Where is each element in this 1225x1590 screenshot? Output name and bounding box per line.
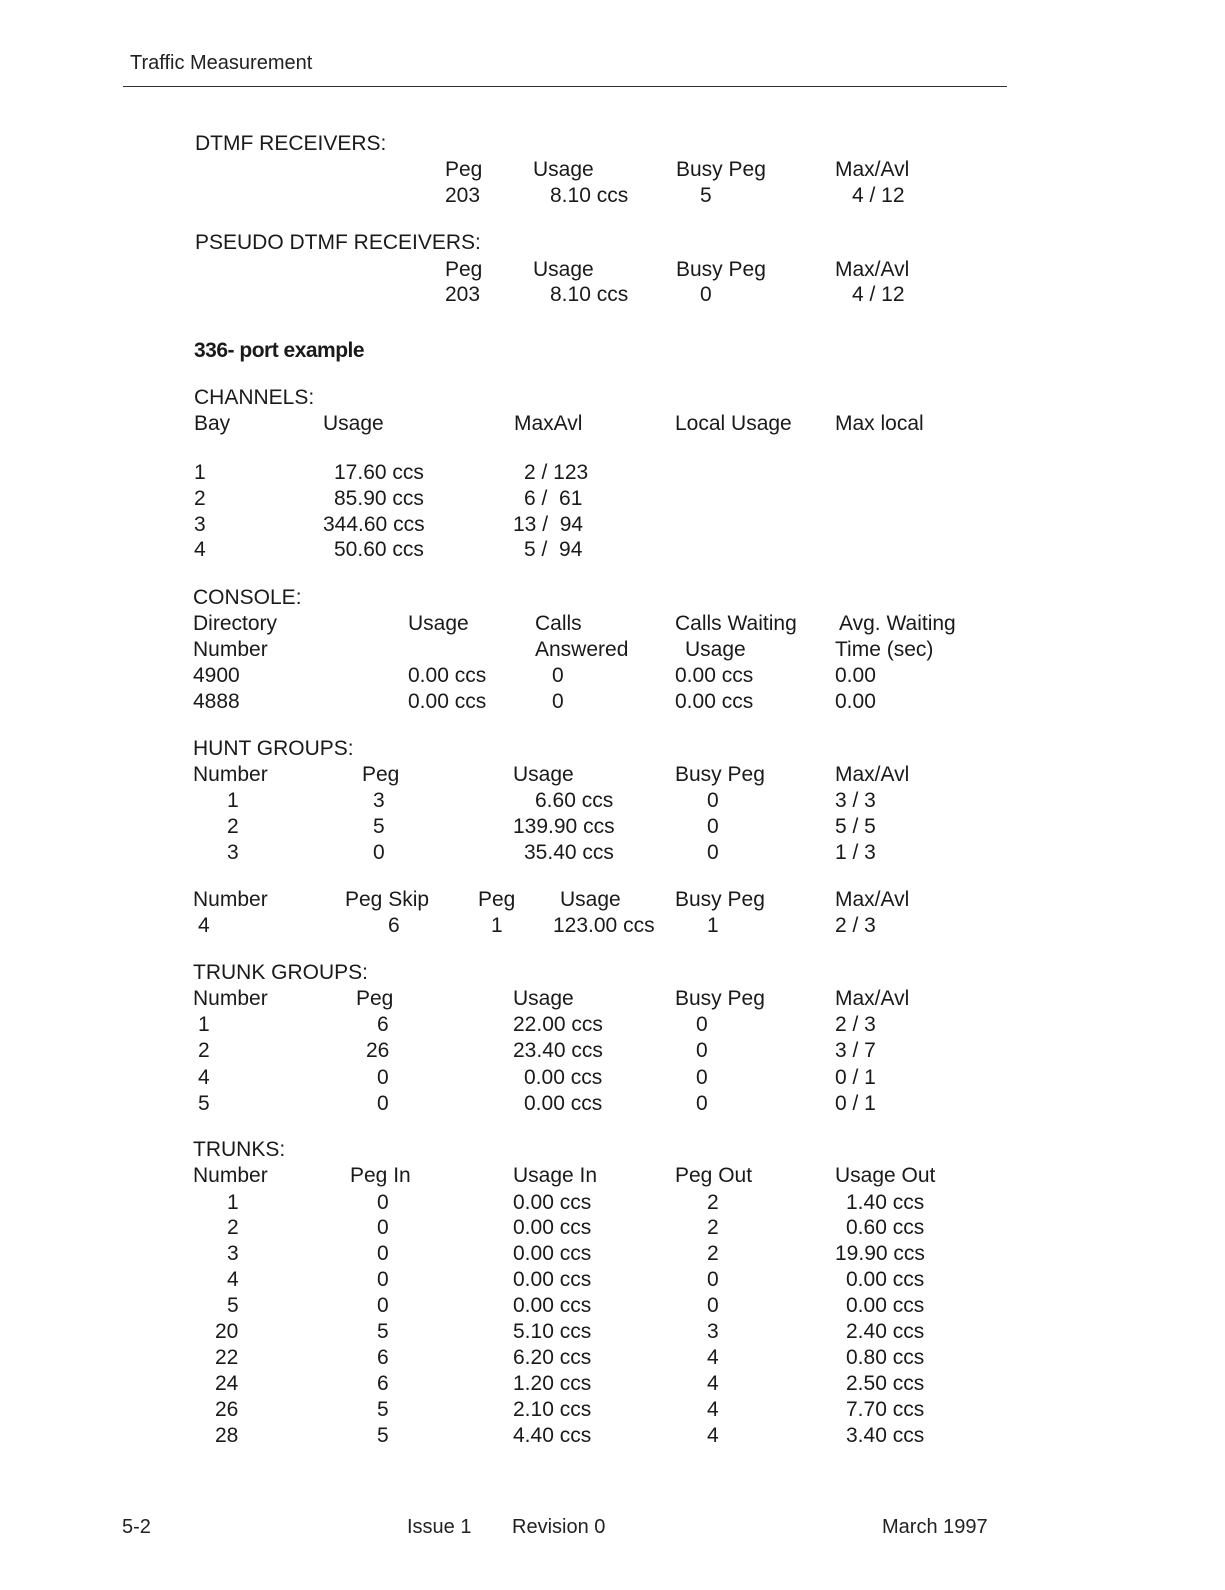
pseudo-max-avl: 4 / 12 (852, 283, 905, 306)
trunks-peg-in: 0 (377, 1191, 389, 1214)
trunks-peg-out: 2 (707, 1242, 719, 1265)
footer-revision: Revision 0 (512, 1516, 606, 1538)
hunt-max-avl: 5 / 5 (835, 815, 876, 838)
trunks-usage-out: 1.40 ccs (846, 1191, 925, 1214)
trunks-number: 3 (227, 1242, 239, 1265)
console-avg-waiting-time: 0.00 (835, 690, 876, 713)
trunk-groups-max-avl: 3 / 7 (835, 1039, 876, 1062)
console-header-number: Number (193, 638, 268, 661)
console-header-directory: Directory (193, 612, 278, 635)
trunks-number: 4 (227, 1268, 239, 1291)
trunks-peg-in: 0 (377, 1294, 389, 1317)
trunks-peg-in: 5 (377, 1424, 389, 1447)
channels-maxavl: 5 / 94 (524, 538, 583, 561)
trunks-usage-out: 0.60 ccs (846, 1216, 925, 1239)
channels-bay: 2 (194, 487, 206, 510)
hunt-header-usage: Usage (513, 763, 574, 786)
channels-title: CHANNELS: (194, 386, 315, 409)
pseudo-header-peg: Peg (445, 258, 483, 281)
trunks-peg-in: 0 (377, 1216, 389, 1239)
trunks-number: 24 (215, 1372, 239, 1395)
channels-usage: 85.90 ccs (334, 487, 424, 510)
hunt2-header-max-avl: Max/Avl (835, 888, 910, 911)
trunks-header-peg-out: Peg Out (675, 1164, 753, 1187)
hunt-header-max-avl: Max/Avl (835, 763, 910, 786)
console-usage: 0.00 ccs (408, 664, 487, 687)
trunks-peg-out: 4 (707, 1346, 719, 1369)
hunt2-header-busy-peg: Busy Peg (675, 888, 765, 911)
trunks-number: 22 (215, 1346, 239, 1369)
pseudo-header-usage: Usage (533, 258, 594, 281)
trunks-usage-out: 0.00 ccs (846, 1268, 925, 1291)
trunk-groups-title: TRUNK GROUPS: (193, 961, 369, 984)
hunt2-header-number: Number (193, 888, 268, 911)
channels-usage: 344.60 ccs (323, 513, 425, 536)
example-title: 336- port example (194, 339, 365, 362)
trunks-usage-in: 0.00 ccs (513, 1216, 592, 1239)
trunk-groups-peg: 0 (377, 1066, 389, 1089)
trunk-groups-busy-peg: 0 (696, 1013, 708, 1036)
trunks-usage-out: 19.90 ccs (835, 1242, 925, 1265)
dtmf-title: DTMF RECEIVERS: (195, 132, 387, 155)
channels-maxavl: 2 / 123 (524, 461, 589, 484)
console-directory-number: 4900 (193, 664, 240, 687)
trunks-usage-in: 0.00 ccs (513, 1268, 592, 1291)
trunks-usage-out: 3.40 ccs (846, 1424, 925, 1447)
trunks-peg-in: 6 (377, 1346, 389, 1369)
trunks-peg-in: 0 (377, 1268, 389, 1291)
hunt2-number: 4 (198, 914, 210, 937)
dtmf-header-usage: Usage (533, 158, 594, 181)
trunks-usage-in: 5.10 ccs (513, 1320, 592, 1343)
dtmf-header-busy-peg: Busy Peg (676, 158, 766, 181)
channels-usage: 17.60 ccs (334, 461, 424, 484)
trunks-number: 20 (215, 1320, 239, 1343)
trunks-number: 5 (227, 1294, 239, 1317)
running-header: Traffic Measurement (130, 52, 313, 74)
trunk-groups-number: 5 (198, 1092, 210, 1115)
hunt-peg: 0 (373, 841, 385, 864)
hunt-peg: 3 (373, 789, 385, 812)
channels-maxavl: 6 / 61 (524, 487, 583, 510)
hunt-header-peg: Peg (362, 763, 400, 786)
channels-usage: 50.60 ccs (334, 538, 424, 561)
console-usage: 0.00 ccs (408, 690, 487, 713)
trunks-usage-out: 0.00 ccs (846, 1294, 925, 1317)
trunks-number: 28 (215, 1424, 239, 1447)
trunk-groups-busy-peg: 0 (696, 1039, 708, 1062)
hunt2-header-peg: Peg (478, 888, 516, 911)
console-header-waiting-usage: Usage (685, 638, 746, 661)
channels-header-local-usage: Local Usage (675, 412, 792, 435)
trunk-groups-usage: 22.00 ccs (513, 1013, 603, 1036)
hunt-header-busy-peg: Busy Peg (675, 763, 765, 786)
trunks-header-usage-out: Usage Out (835, 1164, 936, 1187)
console-calls-answered: 0 (552, 690, 564, 713)
trunk-groups-usage: 0.00 ccs (524, 1092, 603, 1115)
console-title: CONSOLE: (193, 586, 302, 609)
hunt2-header-peg-skip: Peg Skip (345, 888, 430, 911)
header-rule (123, 86, 1007, 87)
trunk-groups-header-peg: Peg (356, 987, 394, 1010)
trunks-usage-out: 2.40 ccs (846, 1320, 925, 1343)
dtmf-max-avl: 4 / 12 (852, 184, 905, 207)
trunk-groups-peg: 26 (366, 1039, 390, 1062)
trunks-peg-in: 0 (377, 1242, 389, 1265)
trunk-groups-usage: 23.40 ccs (513, 1039, 603, 1062)
trunks-number: 26 (215, 1398, 239, 1421)
pseudo-header-busy-peg: Busy Peg (676, 258, 766, 281)
console-calls-answered: 0 (552, 664, 564, 687)
hunt-usage: 139.90 ccs (513, 815, 615, 838)
trunks-peg-out: 0 (707, 1268, 719, 1291)
trunk-groups-busy-peg: 0 (696, 1092, 708, 1115)
trunk-groups-header-usage: Usage (513, 987, 574, 1010)
trunk-groups-number: 1 (198, 1013, 210, 1036)
channels-maxavl: 13 / 94 (513, 513, 584, 536)
trunks-usage-in: 1.20 ccs (513, 1372, 592, 1395)
console-header-answered: Answered (535, 638, 629, 661)
trunks-peg-in: 6 (377, 1372, 389, 1395)
hunt-number: 2 (227, 815, 239, 838)
hunt-number: 1 (227, 789, 239, 812)
trunks-peg-out: 2 (707, 1191, 719, 1214)
trunks-header-usage-in: Usage In (513, 1164, 598, 1187)
trunk-groups-header-number: Number (193, 987, 268, 1010)
channels-header-usage: Usage (323, 412, 384, 435)
trunks-peg-out: 4 (707, 1372, 719, 1395)
trunk-groups-peg: 6 (377, 1013, 389, 1036)
trunks-usage-in: 6.20 ccs (513, 1346, 592, 1369)
console-header-avg-waiting: Avg. Waiting (839, 612, 956, 635)
trunk-groups-max-avl: 0 / 1 (835, 1092, 876, 1115)
footer-issue: Issue 1 (407, 1516, 472, 1538)
hunt2-peg-skip: 6 (388, 914, 400, 937)
hunt-busy-peg: 0 (707, 841, 719, 864)
console-calls-waiting-usage: 0.00 ccs (675, 664, 754, 687)
hunt2-usage: 123.00 ccs (553, 914, 655, 937)
hunt-title: HUNT GROUPS: (193, 737, 354, 760)
trunks-number: 1 (227, 1191, 239, 1214)
hunt-busy-peg: 0 (707, 815, 719, 838)
channels-header-maxavl: MaxAvl (514, 412, 583, 435)
hunt-busy-peg: 0 (707, 789, 719, 812)
trunks-usage-in: 0.00 ccs (513, 1242, 592, 1265)
console-calls-waiting-usage: 0.00 ccs (675, 690, 754, 713)
trunks-usage-in: 2.10 ccs (513, 1398, 592, 1421)
trunks-number: 2 (227, 1216, 239, 1239)
trunk-groups-busy-peg: 0 (696, 1066, 708, 1089)
channels-bay: 3 (194, 513, 206, 536)
trunks-title: TRUNKS: (193, 1138, 286, 1161)
hunt-peg: 5 (373, 815, 385, 838)
trunk-groups-peg: 0 (377, 1092, 389, 1115)
channels-header-bay: Bay (194, 412, 231, 435)
pseudo-peg: 203 (445, 283, 481, 306)
console-header-calls: Calls (535, 612, 582, 635)
trunks-peg-out: 2 (707, 1216, 719, 1239)
hunt-max-avl: 3 / 3 (835, 789, 876, 812)
trunks-peg-out: 3 (707, 1320, 719, 1343)
footer-page-number: 5-2 (122, 1516, 151, 1538)
hunt2-max-avl: 2 / 3 (835, 914, 876, 937)
trunk-groups-usage: 0.00 ccs (524, 1066, 603, 1089)
hunt-max-avl: 1 / 3 (835, 841, 876, 864)
hunt2-header-usage: Usage (560, 888, 621, 911)
trunks-peg-out: 0 (707, 1294, 719, 1317)
trunk-groups-max-avl: 0 / 1 (835, 1066, 876, 1089)
trunks-peg-in: 5 (377, 1398, 389, 1421)
console-header-time-sec: Time (sec) (835, 638, 934, 661)
trunks-usage-out: 7.70 ccs (846, 1398, 925, 1421)
dtmf-peg: 203 (445, 184, 481, 207)
trunk-groups-number: 2 (198, 1039, 210, 1062)
dtmf-header-peg: Peg (445, 158, 483, 181)
trunks-usage-in: 4.40 ccs (513, 1424, 592, 1447)
trunks-usage-out: 2.50 ccs (846, 1372, 925, 1395)
console-header-calls-waiting: Calls Waiting (675, 612, 797, 635)
hunt2-peg: 1 (491, 914, 503, 937)
pseudo-busy-peg: 0 (700, 283, 712, 306)
trunks-peg-out: 4 (707, 1398, 719, 1421)
console-directory-number: 4888 (193, 690, 240, 713)
trunk-groups-max-avl: 2 / 3 (835, 1013, 876, 1036)
trunks-peg-out: 4 (707, 1424, 719, 1447)
pseudo-title: PSEUDO DTMF RECEIVERS: (195, 231, 481, 254)
trunks-usage-in: 0.00 ccs (513, 1294, 592, 1317)
trunks-peg-in: 5 (377, 1320, 389, 1343)
footer-date: March 1997 (882, 1516, 988, 1538)
trunks-header-number: Number (193, 1164, 268, 1187)
pseudo-usage: 8.10 ccs (550, 283, 629, 306)
dtmf-header-max-avl: Max/Avl (835, 158, 910, 181)
trunk-groups-header-max-avl: Max/Avl (835, 987, 910, 1010)
channels-bay: 4 (194, 538, 206, 561)
hunt-usage: 6.60 ccs (535, 789, 614, 812)
trunks-header-peg-in: Peg In (350, 1164, 411, 1187)
hunt2-busy-peg: 1 (707, 914, 719, 937)
trunk-groups-number: 4 (198, 1066, 210, 1089)
hunt-usage: 35.40 ccs (524, 841, 614, 864)
hunt-number: 3 (227, 841, 239, 864)
channels-bay: 1 (194, 461, 206, 484)
pseudo-header-max-avl: Max/Avl (835, 258, 910, 281)
trunks-usage-out: 0.80 ccs (846, 1346, 925, 1369)
trunk-groups-header-busy-peg: Busy Peg (675, 987, 765, 1010)
hunt-header-number: Number (193, 763, 268, 786)
dtmf-usage: 8.10 ccs (550, 184, 629, 207)
channels-header-max-local: Max local (835, 412, 924, 435)
console-header-usage: Usage (408, 612, 469, 635)
dtmf-busy-peg: 5 (700, 184, 712, 207)
trunks-usage-in: 0.00 ccs (513, 1191, 592, 1214)
console-avg-waiting-time: 0.00 (835, 664, 876, 687)
